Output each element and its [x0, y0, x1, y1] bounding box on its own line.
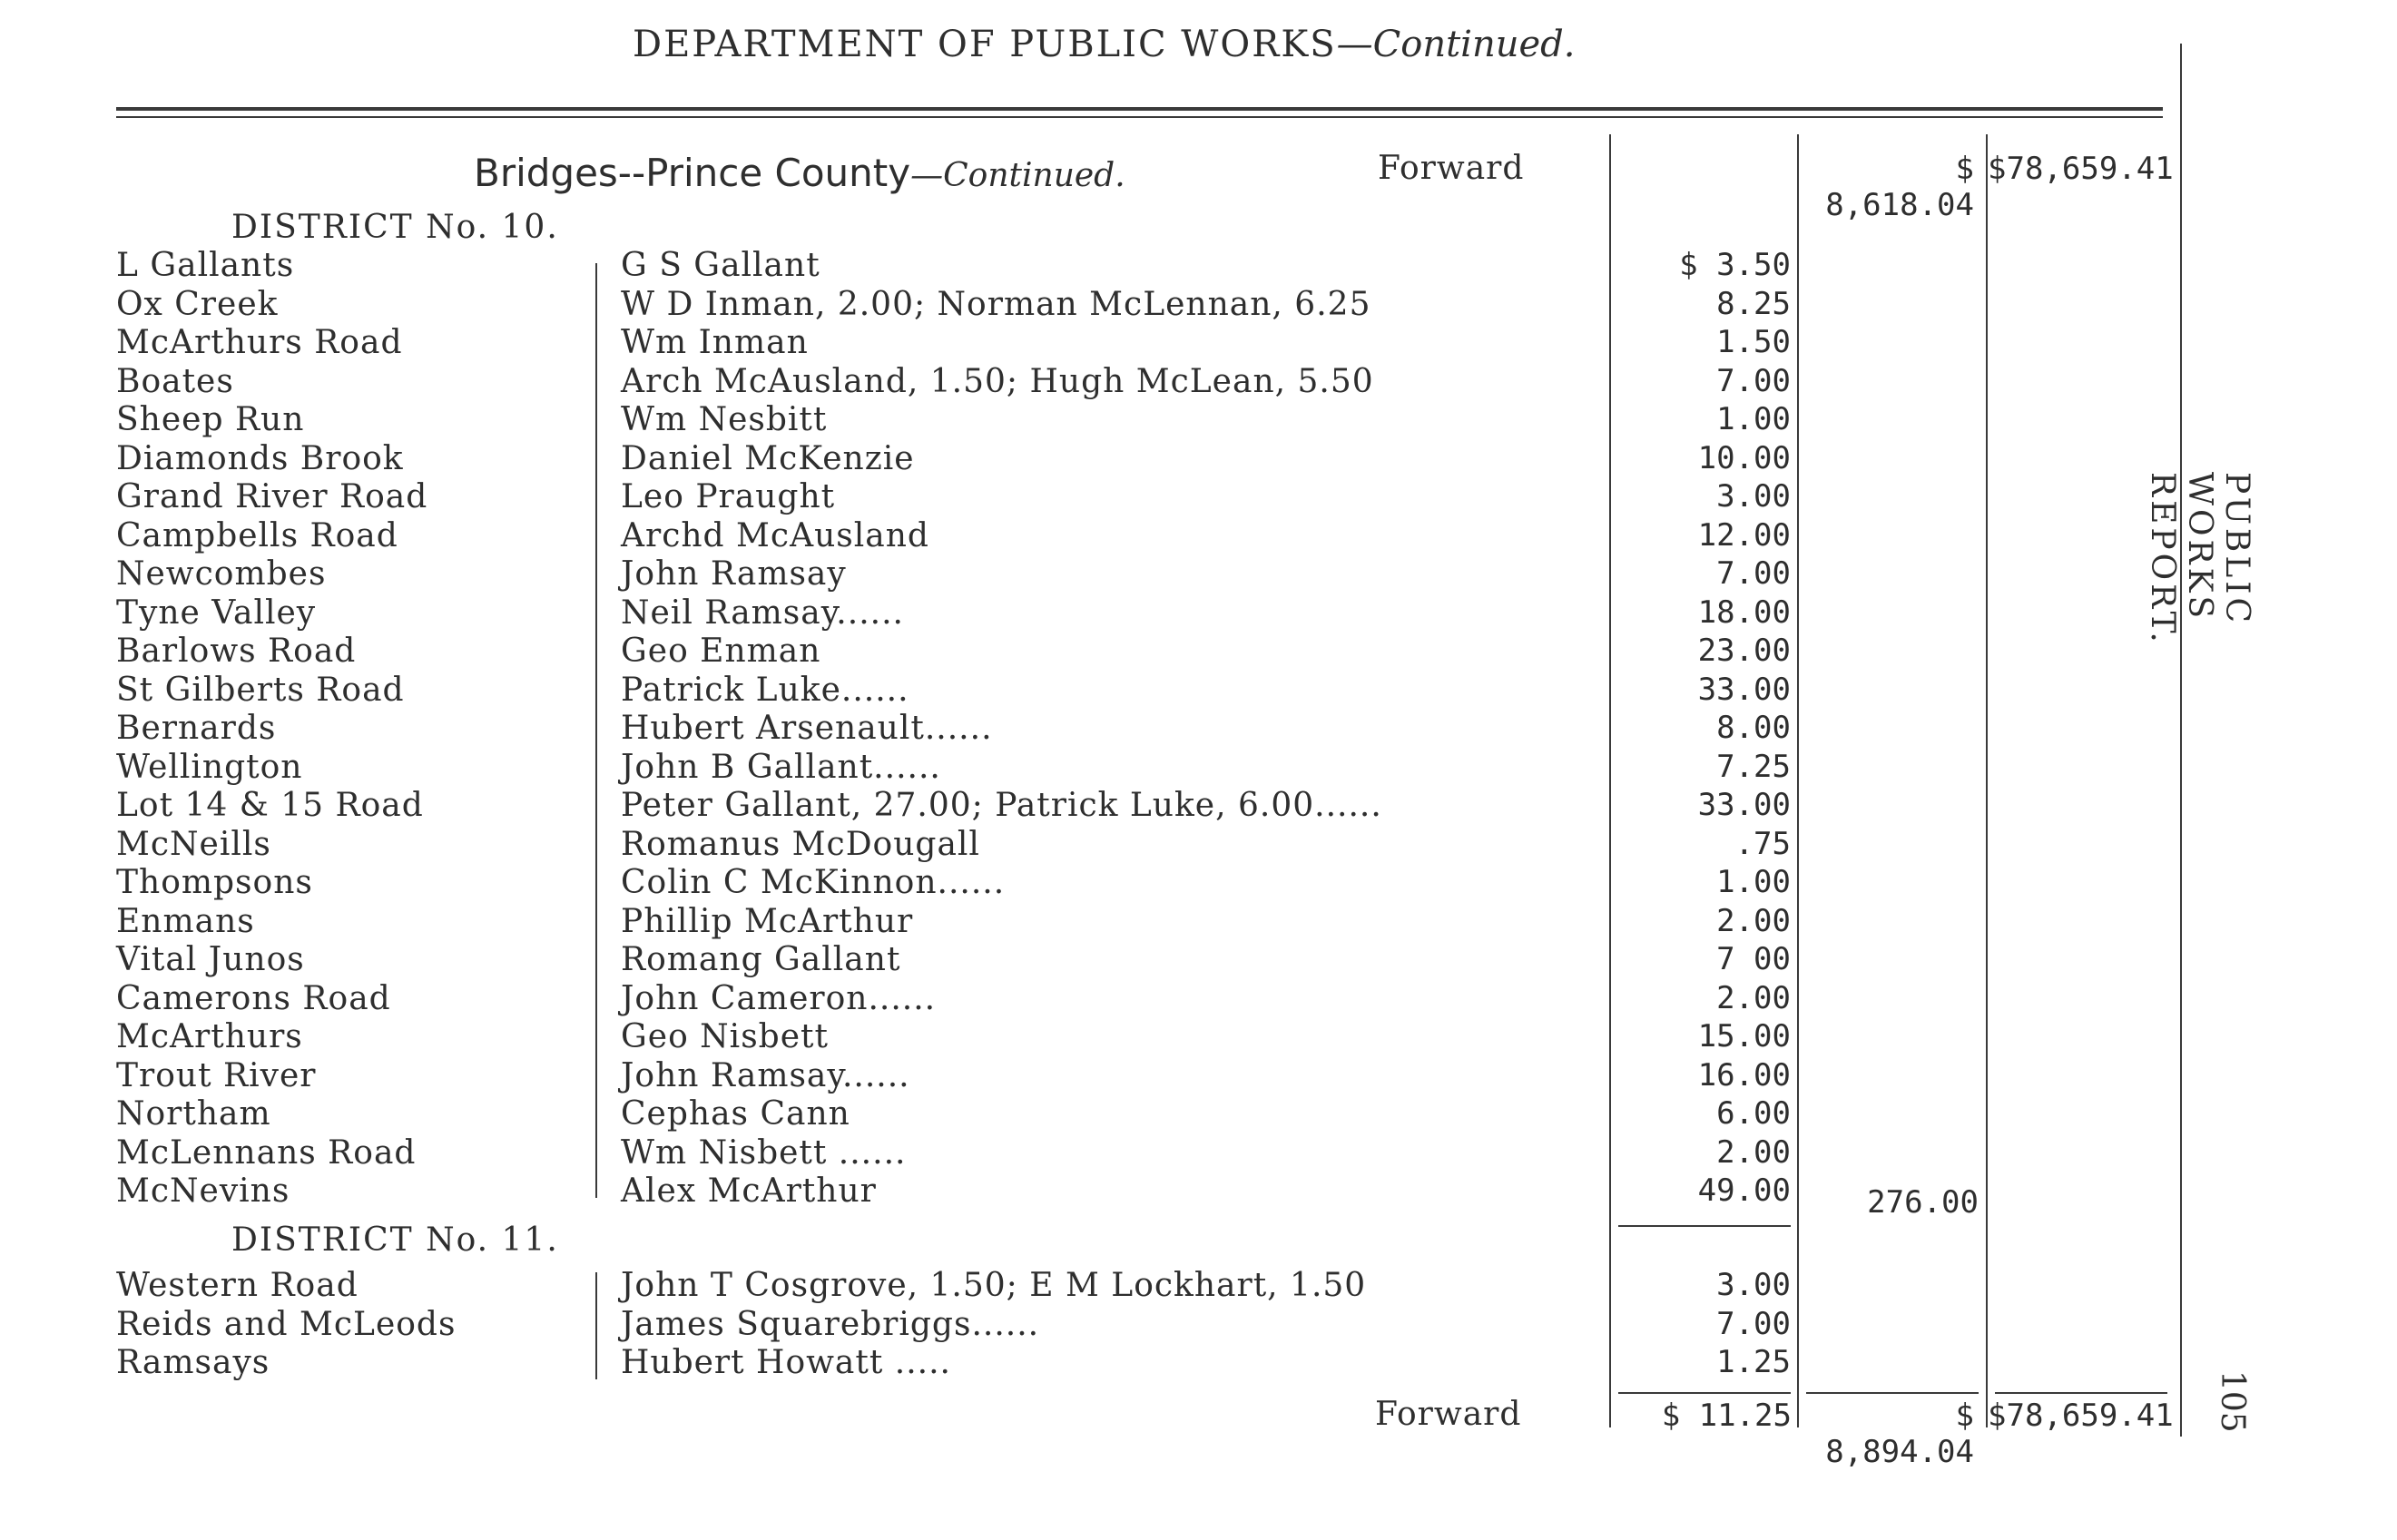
table-row — [0, 1134, 2397, 1172]
forward-col2-bottom: $ 8,894.04 — [1825, 1398, 1974, 1470]
payee-cell: Wm Nesbitt — [621, 401, 828, 438]
table-row — [0, 440, 2397, 478]
table-row — [0, 1306, 2397, 1344]
table-row — [0, 363, 2397, 401]
payee-cell: Archd McAusland — [621, 516, 929, 554]
table-row — [0, 787, 2397, 825]
payee-cell: Wm Nisbett ...... — [621, 1133, 907, 1172]
table-row — [0, 594, 2397, 633]
page-header — [633, 24, 1575, 65]
place-cell: Barlows Road — [116, 633, 357, 670]
payee-cell: Neil Ramsay...... — [621, 593, 904, 632]
payee-cell: Romanus McDougall — [621, 825, 980, 863]
table-row — [0, 903, 2397, 941]
payee-cell: Daniel McKenzie — [621, 439, 915, 477]
amount-cell: 7.00 — [1716, 362, 1791, 399]
table-row — [0, 286, 2397, 324]
amount-cell: 7.00 — [1716, 1305, 1791, 1342]
place-cell: Newcombes — [116, 555, 327, 593]
side-running-title: PUBLIC WORKS REPORT. — [2144, 472, 2255, 646]
place-cell: McLennans Road — [116, 1133, 417, 1172]
header-subtitle: —Continued. — [1336, 24, 1576, 65]
table-row — [0, 517, 2397, 555]
place-cell: L Gallants — [116, 247, 295, 284]
payee-cell: John B Gallant...... — [621, 748, 941, 786]
amount-cell: 1.50 — [1716, 324, 1791, 360]
amount-cell: 7.00 — [1716, 555, 1791, 592]
place-cell: Tyne Valley — [116, 593, 317, 632]
place-cell: St Gilberts Road — [116, 671, 405, 709]
place-cell: Thompsons — [116, 864, 313, 901]
table-row — [0, 749, 2397, 787]
total-rule-col3 — [1995, 1392, 2167, 1394]
payee-cell: Cephas Cann — [621, 1095, 850, 1133]
amount-cell: 1.25 — [1716, 1344, 1791, 1380]
amount-cell: 2.00 — [1716, 902, 1791, 939]
payee-cell: John T Cosgrove, 1.50; E M Lockhart, 1.50 — [621, 1267, 1367, 1304]
payee-cell: W D Inman, 2.00; Norman McLennan, 6.25 — [621, 285, 1371, 323]
place-cell: McNevins — [116, 1172, 290, 1210]
double-rule-bottom — [116, 116, 2163, 118]
table-row — [0, 1172, 2397, 1211]
place-cell: Lot 14 & 15 Road — [116, 787, 424, 824]
table-row — [0, 672, 2397, 710]
table-row — [0, 555, 2397, 593]
place-cell: Grand River Road — [116, 478, 428, 515]
place-cell: Ramsays — [116, 1344, 270, 1381]
amount-cell: 49.00 — [1697, 1172, 1791, 1209]
payee-cell: Alex McArthur — [621, 1172, 877, 1210]
amount-cell: 6.00 — [1716, 1095, 1791, 1132]
place-cell: Wellington — [116, 748, 303, 786]
payee-cell: Patrick Luke...... — [621, 671, 909, 709]
amount-cell: 1.00 — [1716, 401, 1791, 437]
place-cell: Camerons Road — [116, 979, 391, 1017]
table-row — [0, 1018, 2397, 1056]
district-11-heading: DISTRICT No. 11. — [231, 1221, 559, 1259]
amount-cell: 1.00 — [1716, 864, 1791, 900]
amount-cell: 8.00 — [1716, 710, 1791, 746]
table-row — [0, 247, 2397, 285]
table-row — [0, 324, 2397, 362]
forward-col1-bottom: $ 11.25 — [1661, 1398, 1792, 1434]
table-row — [0, 1095, 2397, 1133]
amount-cell: 8.25 — [1716, 285, 1791, 322]
place-cell: Diamonds Brook — [116, 439, 404, 477]
amount-cell: 15.00 — [1697, 1018, 1791, 1054]
place-cell: McArthurs Road — [116, 324, 403, 361]
place-cell: Enmans — [116, 902, 255, 940]
amount-cell: 2.00 — [1716, 1133, 1791, 1171]
payee-cell: Peter Gallant, 27.00; Patrick Luke, 6.00...... — [621, 787, 1382, 824]
payee-cell: Arch McAusland, 1.50; Hugh McLean, 5.50 — [621, 362, 1374, 400]
amount-cell: 23.00 — [1697, 633, 1791, 669]
payee-cell: G S Gallant — [621, 247, 820, 284]
place-cell: Reids and McLeods — [116, 1305, 457, 1343]
place-cell: Boates — [116, 362, 234, 400]
payee-cell: Leo Praught — [621, 478, 836, 515]
double-rule-top — [116, 107, 2163, 111]
amount-cell: 18.00 — [1697, 593, 1791, 631]
amount-cell: 7.25 — [1716, 748, 1791, 785]
payee-cell: James Squarebriggs...... — [621, 1305, 1040, 1343]
payee-cell: Hubert Howatt ..... — [621, 1344, 951, 1381]
amount-cell: 33.00 — [1697, 787, 1791, 823]
amount-cell: 7 00 — [1716, 941, 1791, 977]
payee-cell: John Ramsay...... — [621, 1056, 910, 1094]
payee-cell: John Cameron...... — [621, 979, 937, 1017]
payee-cell: Phillip McArthur — [621, 902, 914, 940]
subtotal-rule — [1618, 1225, 1791, 1227]
amount-cell: 12.00 — [1697, 516, 1791, 554]
table-row — [0, 633, 2397, 671]
place-cell: Western Road — [116, 1267, 359, 1304]
amount-cell: $ 3.50 — [1679, 247, 1791, 283]
table-row — [0, 941, 2397, 979]
table-row — [0, 1267, 2397, 1305]
amount-cell: 16.00 — [1697, 1056, 1791, 1094]
payee-cell: Geo Enman — [621, 633, 821, 670]
place-cell: McArthurs — [116, 1018, 303, 1055]
amount-cell: 3.00 — [1716, 478, 1791, 515]
amount-cell: 33.00 — [1697, 671, 1791, 708]
place-cell: Northam — [116, 1095, 271, 1133]
place-cell: Campbells Road — [116, 516, 398, 554]
forward-label-top: Forward — [1378, 150, 1525, 187]
forward-label-bottom: Forward — [1375, 1396, 1522, 1433]
table-row — [0, 710, 2397, 748]
payee-cell: Hubert Arsenault...... — [621, 710, 993, 747]
table-row — [0, 401, 2397, 439]
table-row — [0, 1344, 2397, 1382]
amount-cell: 10.00 — [1697, 439, 1791, 476]
place-cell: McNeills — [116, 825, 271, 863]
total-rule-col2 — [1806, 1392, 1979, 1394]
amount-cell: 3.00 — [1716, 1267, 1791, 1303]
table-row — [0, 1057, 2397, 1095]
payee-cell: John Ramsay — [621, 555, 847, 593]
total-rule-col1 — [1618, 1392, 1791, 1394]
forward-col3-bottom: $78,659.41 — [1988, 1398, 2174, 1434]
table-row — [0, 826, 2397, 864]
place-cell: Sheep Run — [116, 401, 305, 438]
header-title: DEPARTMENT OF PUBLIC WORKS — [633, 24, 1337, 65]
table-row — [0, 478, 2397, 516]
payee-cell: Romang Gallant — [621, 941, 901, 978]
place-cell: Trout River — [116, 1056, 317, 1094]
place-cell: Bernards — [116, 710, 277, 747]
forward-col2-top: $ 8,618.04 — [1825, 151, 1974, 223]
place-cell: Vital Junos — [116, 941, 305, 978]
forward-col3-top: $78,659.41 — [1988, 151, 2174, 187]
section-subtitle: —Continued. — [910, 157, 1125, 194]
place-cell: Ox Creek — [116, 285, 279, 323]
section-title: Bridges--Prince County—Continued. — [474, 151, 1125, 195]
amount-cell: .75 — [1734, 825, 1791, 862]
table-row — [0, 980, 2397, 1018]
table-row — [0, 864, 2397, 902]
payee-cell: Geo Nisbett — [621, 1018, 829, 1055]
payee-cell: Wm Inman — [621, 324, 809, 361]
amount-cell: 2.00 — [1716, 979, 1791, 1016]
page-number: 105 — [2214, 1370, 2251, 1433]
district-10-subtotal: 276.00 — [1867, 1184, 1979, 1221]
district-10-heading: DISTRICT No. 10. — [231, 209, 559, 246]
payee-cell: Colin C McKinnon...... — [621, 864, 1006, 901]
